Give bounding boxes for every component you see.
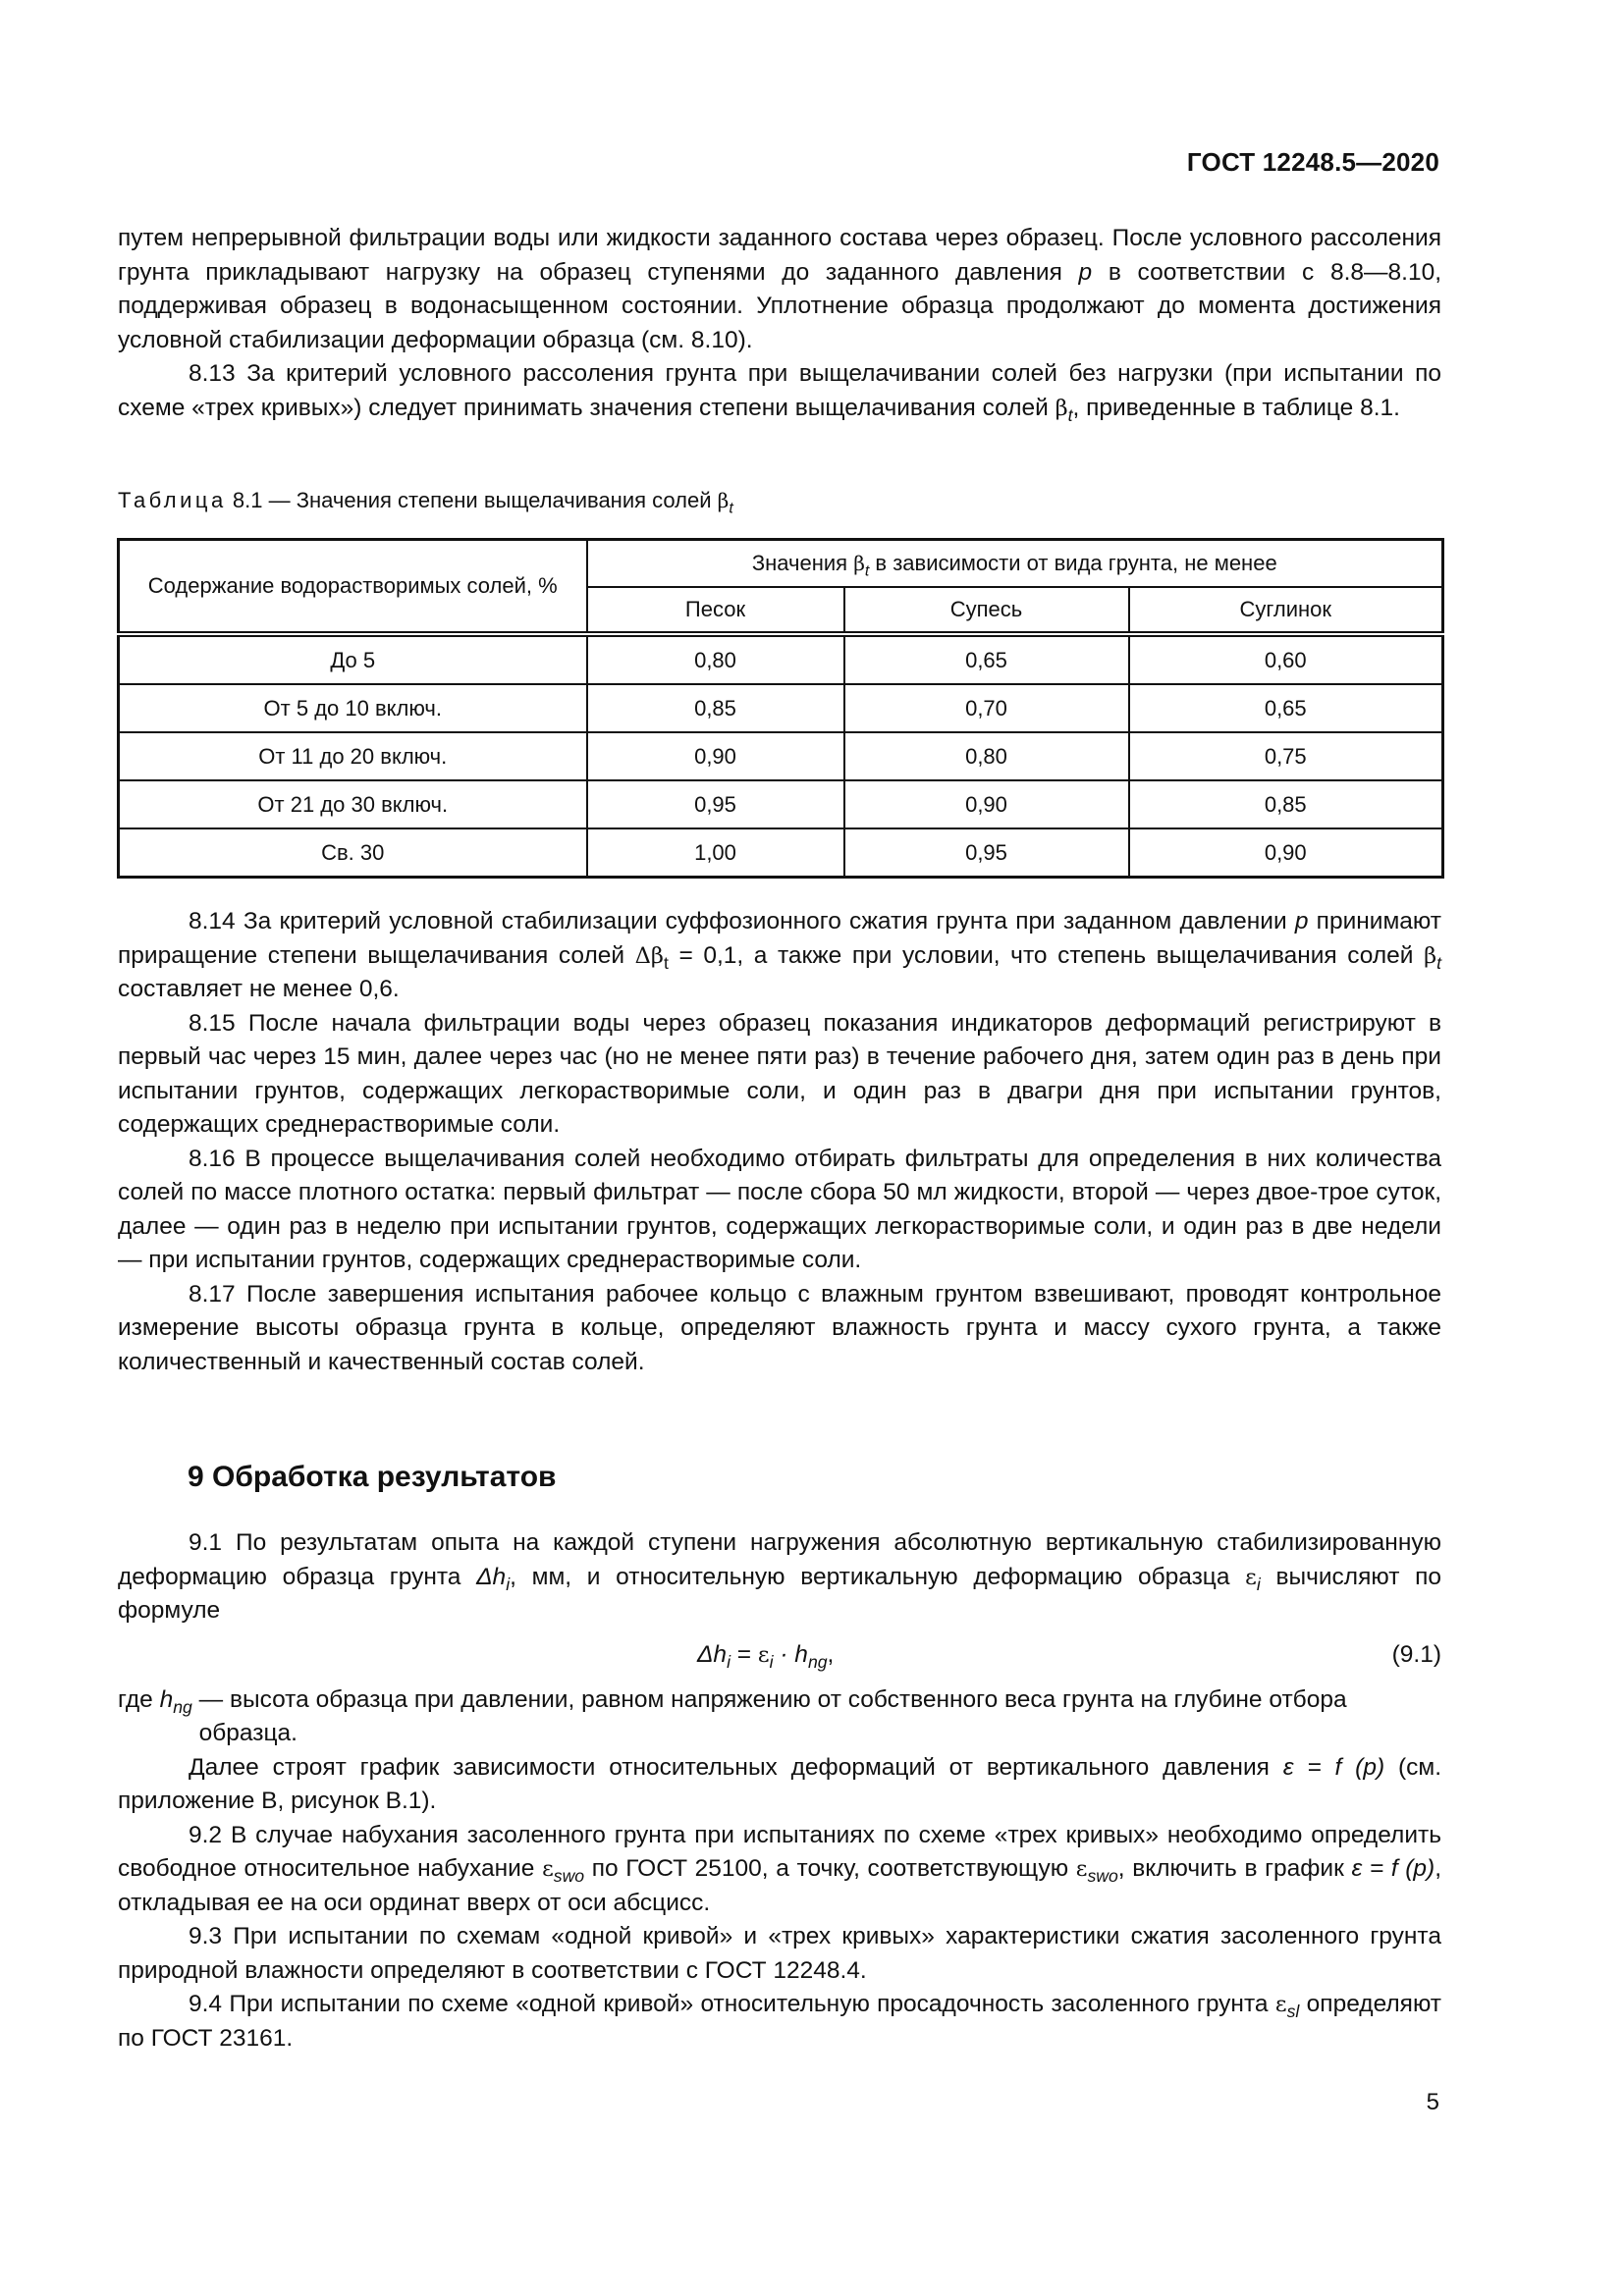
text-span: 8.14 За критерий условной стабилизации суффозионного сжатия грунта при заданном давлении bbox=[189, 908, 1287, 934]
table-title: 8.1 — Значения степени выщелачивания солей bbox=[232, 488, 712, 512]
text-span: Далее строят график зависимости относительных деформаций от вертикального давления bbox=[189, 1753, 1270, 1781]
text-span: , мм, и относительную вертикальную деформацию образца bbox=[510, 1563, 1230, 1590]
column-header-loam: Суглинок bbox=[1129, 587, 1443, 634]
subscript: ng bbox=[807, 1651, 828, 1672]
table-row bbox=[119, 634, 1443, 684]
variable-p: p bbox=[1294, 908, 1309, 934]
cell-value: 0,80 bbox=[587, 634, 844, 684]
paragraph-8-13 bbox=[118, 357, 1441, 425]
text-span: в зависимости от вида грунта, не менее bbox=[875, 551, 1277, 575]
beta-symbol: β bbox=[1424, 942, 1437, 969]
cell-value: 0,65 bbox=[1129, 684, 1443, 732]
formula-legend bbox=[118, 1683, 1441, 1751]
leaching-degree-table bbox=[117, 538, 1444, 879]
cell-value: 0,95 bbox=[587, 780, 844, 828]
epsilon-symbol: ε bbox=[542, 1856, 554, 1882]
cell-value: 0,95 bbox=[844, 828, 1129, 878]
text-span: , bbox=[827, 1640, 835, 1668]
formula-expression bbox=[697, 1638, 834, 1673]
equals-sign: = bbox=[731, 1640, 758, 1668]
text-span: составляет не менее 0,6. bbox=[118, 976, 400, 1002]
epsilon-symbol: ε bbox=[1245, 1564, 1257, 1590]
text-span: по ГОСТ 25100, а точку, соответствующую bbox=[591, 1855, 1069, 1882]
subscript: swo bbox=[1087, 1866, 1118, 1887]
paragraph-9-4 bbox=[118, 1988, 1441, 2056]
where-label: где bbox=[118, 1685, 153, 1713]
table-row bbox=[119, 780, 1443, 828]
row-label: До 5 bbox=[119, 634, 587, 684]
text-span: , приведенные в таблице 8.1. bbox=[1072, 394, 1400, 421]
formula-lhs: Δh bbox=[697, 1640, 728, 1668]
cell-value: 0,80 bbox=[844, 732, 1129, 780]
beta-symbol: β bbox=[1055, 395, 1068, 421]
subscript: t bbox=[729, 500, 733, 517]
text-span: , откладывая ее на оси ординат вверх от оси абсцисс. bbox=[118, 1855, 1442, 1916]
column-group-header bbox=[587, 540, 1443, 588]
section-9-text-block bbox=[118, 1526, 1441, 2056]
epsilon-symbol: ε bbox=[1075, 1856, 1088, 1882]
formula-inline: ε = f (p) bbox=[1351, 1855, 1435, 1882]
table-row bbox=[119, 684, 1443, 732]
cell-value: 1,00 bbox=[587, 828, 844, 878]
variable-p: p bbox=[1078, 258, 1093, 286]
epsilon-symbol: ε bbox=[757, 1641, 770, 1668]
legend-definition: — высота образца при давлении, равном напряжению от собственного веса грунта на глубине отбора образца. bbox=[198, 1685, 1347, 1746]
subscript: sl bbox=[1286, 2002, 1300, 2022]
subscript: swo bbox=[553, 1866, 585, 1887]
legend-term bbox=[118, 1683, 199, 1751]
row-label: От 5 до 10 включ. bbox=[119, 684, 587, 732]
formula-product: · h bbox=[773, 1640, 808, 1668]
variable-delta-h: Δh bbox=[476, 1563, 507, 1590]
column-header-sandy-loam: Супесь bbox=[844, 587, 1129, 634]
beta-symbol: β bbox=[717, 489, 730, 512]
formula-inline: ε = f (p) bbox=[1282, 1753, 1385, 1781]
paragraph-graph bbox=[118, 1751, 1441, 1819]
formula-number: (9.1) bbox=[1391, 1640, 1441, 1668]
paragraph-8-17: 8.17 После завершения испытания рабочее кольцо с влажным грунтом взвешивают, проводят контрольное измерение высоты образца грунта в кольце, определяют влажность грунта и массу сухого грунта, а также количественный и качественный состав солей. bbox=[118, 1280, 1441, 1375]
text-span: определяют по ГОСТ 23161. bbox=[118, 1991, 1442, 2052]
subscript: i bbox=[1256, 1574, 1261, 1594]
paragraph-9-3: 9.3 При испытании по схемам «одной кривой» и «трех кривых» характеристики сжатия засоленного грунта природной влажности определяют в соответствии с ГОСТ 12248.4. bbox=[118, 1923, 1441, 1984]
column-header-sand: Песок bbox=[587, 587, 844, 634]
subscript: t bbox=[864, 562, 870, 580]
text-span: 9.1 По результатам опыта на каждой ступени нагружения абсолютную вертикальную стабилизированную деформацию образца грунта bbox=[118, 1529, 1441, 1590]
table-caption bbox=[118, 488, 733, 517]
cell-value: 0,90 bbox=[1129, 828, 1443, 878]
text-span: Значения bbox=[751, 551, 848, 575]
table-row bbox=[119, 732, 1443, 780]
cell-value: 0,90 bbox=[587, 732, 844, 780]
delta-beta-symbol: Δβ bbox=[634, 942, 664, 969]
paragraph-8-12-continuation bbox=[118, 222, 1441, 357]
row-label: От 21 до 30 включ. bbox=[119, 780, 587, 828]
row-label: Св. 30 bbox=[119, 828, 587, 878]
cell-value: 0,85 bbox=[1129, 780, 1443, 828]
table-label: Таблица bbox=[118, 488, 227, 512]
epsilon-symbol: ε bbox=[1274, 1992, 1287, 2017]
cell-value: 0,75 bbox=[1129, 732, 1443, 780]
formula-9-1 bbox=[118, 1629, 1441, 1683]
subscript: t bbox=[1436, 952, 1441, 973]
row-label: От 11 до 20 включ. bbox=[119, 732, 587, 780]
text-span: вычисляют по формуле bbox=[118, 1563, 1441, 1624]
text-span: 8.13 За критерий условного рассоления грунта при выщелачивании солей без нагрузки (при испытании по схеме «трех кривых») следует принимать значения степени выщелачивания солей bbox=[118, 360, 1441, 421]
cell-value: 0,90 bbox=[844, 780, 1129, 828]
cell-value: 0,85 bbox=[587, 684, 844, 732]
paragraph-8-14 bbox=[118, 905, 1441, 1007]
subscript: i bbox=[769, 1651, 774, 1672]
section-8-text-block bbox=[118, 905, 1441, 1379]
text-span: 9.4 При испытании по схеме «одной кривой» относительную просадочность засоленного грунта bbox=[189, 1991, 1269, 2017]
cell-value: 0,65 bbox=[844, 634, 1129, 684]
table-row bbox=[119, 828, 1443, 878]
paragraph-8-15: 8.15 После начала фильтрации воды через образец показания индикаторов деформаций регистрируют в первый час через 15 мин, далее через час (но не менее пяти раз) в течение рабочего дня, затем один раз в день при испытании грунтов, содержащих легкорастворимые соли, и один раз в двагри дня при испытании грунтов, содержащих среднерастворимые соли. bbox=[118, 1009, 1441, 1138]
intro-text-block bbox=[118, 222, 1441, 425]
section-9-heading: 9 Обработка результатов bbox=[188, 1461, 557, 1493]
paragraph-8-16: 8.16 В процессе выщелачивания солей необходимо отбирать фильтраты для определения в них количества солей по массе плотного остатка: первый фильтрат — после сбора 50 мл жидкости, второй — через двое-трое суток, далее — один раз в неделю при испытании грунтов, содержащих легкорастворимые соли, и один раз в две недели — при испытании грунтов, содержащих среднерастворимые соли. bbox=[118, 1145, 1441, 1273]
text-span: = 0,1, а также при условии, что степень выщелачивания солей bbox=[678, 941, 1414, 969]
text-span: , включить в график bbox=[1117, 1855, 1344, 1882]
text-span: 9.2 В случае набухания засоленного грунта при испытаниях по схеме «трех кривых» необходимо определить свободное относительное набухание bbox=[118, 1821, 1441, 1882]
text-span: (см. приложение В, рисунок В.1). bbox=[118, 1753, 1442, 1814]
cell-value: 0,60 bbox=[1129, 634, 1443, 684]
subscript: ng bbox=[173, 1696, 192, 1717]
variable-h: h bbox=[159, 1685, 174, 1713]
subscript: i bbox=[727, 1651, 731, 1672]
text-span: принимают приращение степени выщелачивания солей bbox=[118, 908, 1441, 969]
subscript: t bbox=[1067, 404, 1073, 425]
subscript: t bbox=[663, 952, 669, 973]
document-code-header: ГОСТ 12248.5—2020 bbox=[1186, 147, 1439, 177]
page-number: 5 bbox=[1426, 2089, 1439, 2115]
cell-value: 0,70 bbox=[844, 684, 1129, 732]
subscript: i bbox=[506, 1574, 511, 1594]
paragraph-9-2 bbox=[118, 1819, 1441, 1921]
paragraph-9-1 bbox=[118, 1526, 1441, 1629]
text-span: путем непрерывной фильтрации воды или жидкости заданного состава через образец. После условного рассоления грунта прикладывают нагрузку на образец ступенями до заданного давления bbox=[118, 225, 1441, 286]
text-span: в соответствии с 8.8—8.10, поддерживая образец в водонасыщенном состоянии. Уплотнение образца продолжают до момента достижения условной стабилизации деформации образца (см. 8.10). bbox=[118, 258, 1442, 353]
beta-symbol: β bbox=[853, 552, 865, 575]
column-header-salt-content: Содержание водорастворимых солей, % bbox=[119, 540, 587, 635]
